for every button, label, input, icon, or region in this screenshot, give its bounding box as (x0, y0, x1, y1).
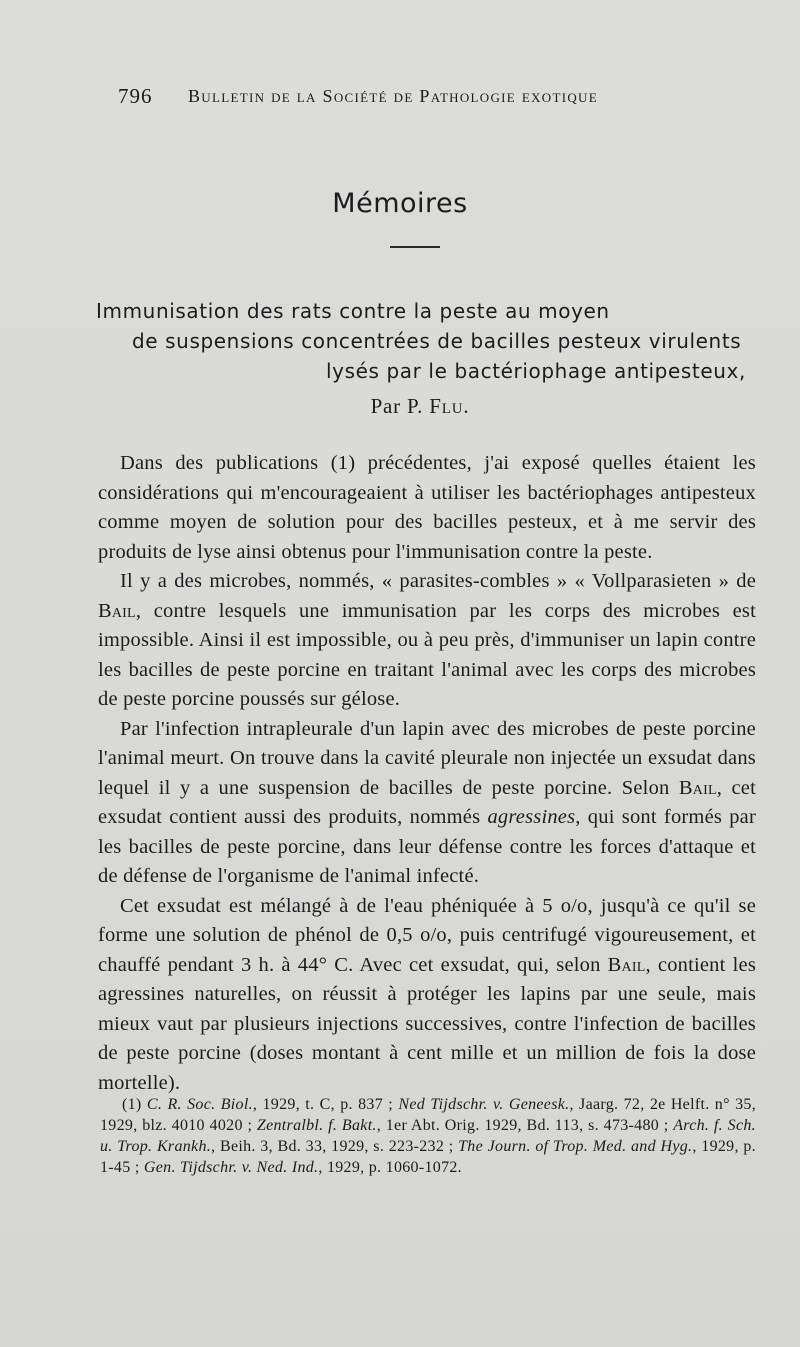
footnote-1 (100, 1094, 756, 1178)
footnote-marker: (1) (122, 1096, 142, 1113)
paragraph-2-text-a: Il y a des microbes, nommés, « parasites-combles » « Vollparasieten » de (120, 570, 756, 592)
paragraph-3-text-c: , qui sont formés par les bacilles de peste porcine, dans leur défense contre les forces d'attaque et de défense de l'organisme de l'animal infecté. (98, 806, 757, 887)
author-name: Flu. (429, 394, 470, 418)
page-number: 796 (118, 84, 153, 108)
author-line (0, 394, 800, 419)
paragraph-4-text-a: Cet exsudat est mélangé à de l'eau phéniquée à 5 o/o, jusqu'à ce qu'il se forme une solution de phénol de 0,5 o/o, puis centrifugé vigoureusement, et chauffé pendant 3 h. à 44° C. Avec cet exsudat, qui, selon (98, 894, 756, 976)
citation-title: Gen. Tijdschr. v. Ned. Ind. (143, 1159, 319, 1176)
author-ref-bail: Bail (607, 953, 646, 976)
paragraph-3-text-a: Par l'infection intrapleurale d'un lapin avec des microbes de peste porcine l'animal meurt. On trouve dans la cavité pleurale non injectée un exsudat dans lequel il y a une suspension de bacilles de peste porcine. Selon (98, 717, 756, 799)
paragraph-4-text-b: , contient les agressines naturelles, on réussit à protéger les lapins par une seule, mais mieux vaut par plusieurs injections successives, contre l'infection de bacilles de peste porcine (doses montant à cent mille et un million de fois la dose mortelle). (98, 953, 757, 1094)
author-ref-bail: Bail (678, 776, 717, 799)
author-ref-bail: Bail (98, 599, 136, 622)
citation-title: Zentralbl. f. Bakt. (256, 1117, 377, 1134)
citation-title: The Journ. of Trop. Med. and Hyg. (458, 1138, 693, 1155)
citation-detail: , 1929, p. 1060-1072. (318, 1159, 462, 1176)
section-title: Mémoires (332, 188, 468, 219)
paragraph-1: Dans des publications (1) précédentes, j'ai exposé quelles étaient les considérations qui m'encourageaient à utiliser les bactériophages antipesteux comme moyen de solution pour des bacilles pesteux, et à me servir des produits de lyse ainsi obtenus pour l'immunisation contre la peste. (98, 452, 756, 563)
article-title-line-3: lysés par le bactériophage antipesteux, (326, 359, 746, 383)
paragraph-3 (98, 715, 756, 892)
title-divider (390, 246, 440, 248)
page-header (0, 84, 800, 118)
citation-detail: , 1er Abt. Orig. 1929, Bd. 113, s. 473-480 ; (376, 1117, 669, 1134)
citation-detail: , 1929, t. C, p. 837 ; (252, 1096, 394, 1113)
article-title-line-1: Immunisation des rats contre la peste au moyen (96, 299, 610, 323)
citation-title: C. R. Soc. Biol. (146, 1096, 253, 1113)
paragraph-2-text-b: , contre lesquels une immunisation par les corps des microbes est impossible. Ainsi il est impossible, ou à peu près, d'immuniser un lapin contre les bacilles de peste porcine en traitant l'animal avec les corps des microbes de peste porcine poussés sur gélose. (98, 599, 756, 710)
article-body (98, 449, 756, 1098)
footnotes (100, 1094, 756, 1178)
citation-detail: , 1929, p. 1-45 ; (100, 1138, 756, 1176)
article-title (96, 296, 760, 386)
author-prefix: Par P. (370, 394, 424, 418)
paragraph-2 (98, 567, 756, 715)
citation-detail: , Beih. 3, Bd. 33, 1929, s. 223-232 ; (211, 1138, 454, 1155)
citation-title: Ned Tijdschr. v. Geneesk. (398, 1096, 570, 1113)
running-title: Bulletin de la Société de Pathologie exotique (188, 86, 598, 106)
article-title-line-2: de suspensions concentrées de bacilles pesteux virulents (132, 329, 742, 353)
term-agressines: agressines (487, 806, 576, 828)
citation-detail: , Jaarg. 72, 2e Helft. n° 35, 1929, blz. 4010 4020 ; (100, 1096, 757, 1134)
paragraph-3-text-b: , cet exsudat contient aussi des produits, nommés (98, 776, 756, 828)
citation-title: Arch. f. Sch. u. Trop. Krankh. (100, 1117, 756, 1155)
paragraph-4 (98, 892, 756, 1099)
